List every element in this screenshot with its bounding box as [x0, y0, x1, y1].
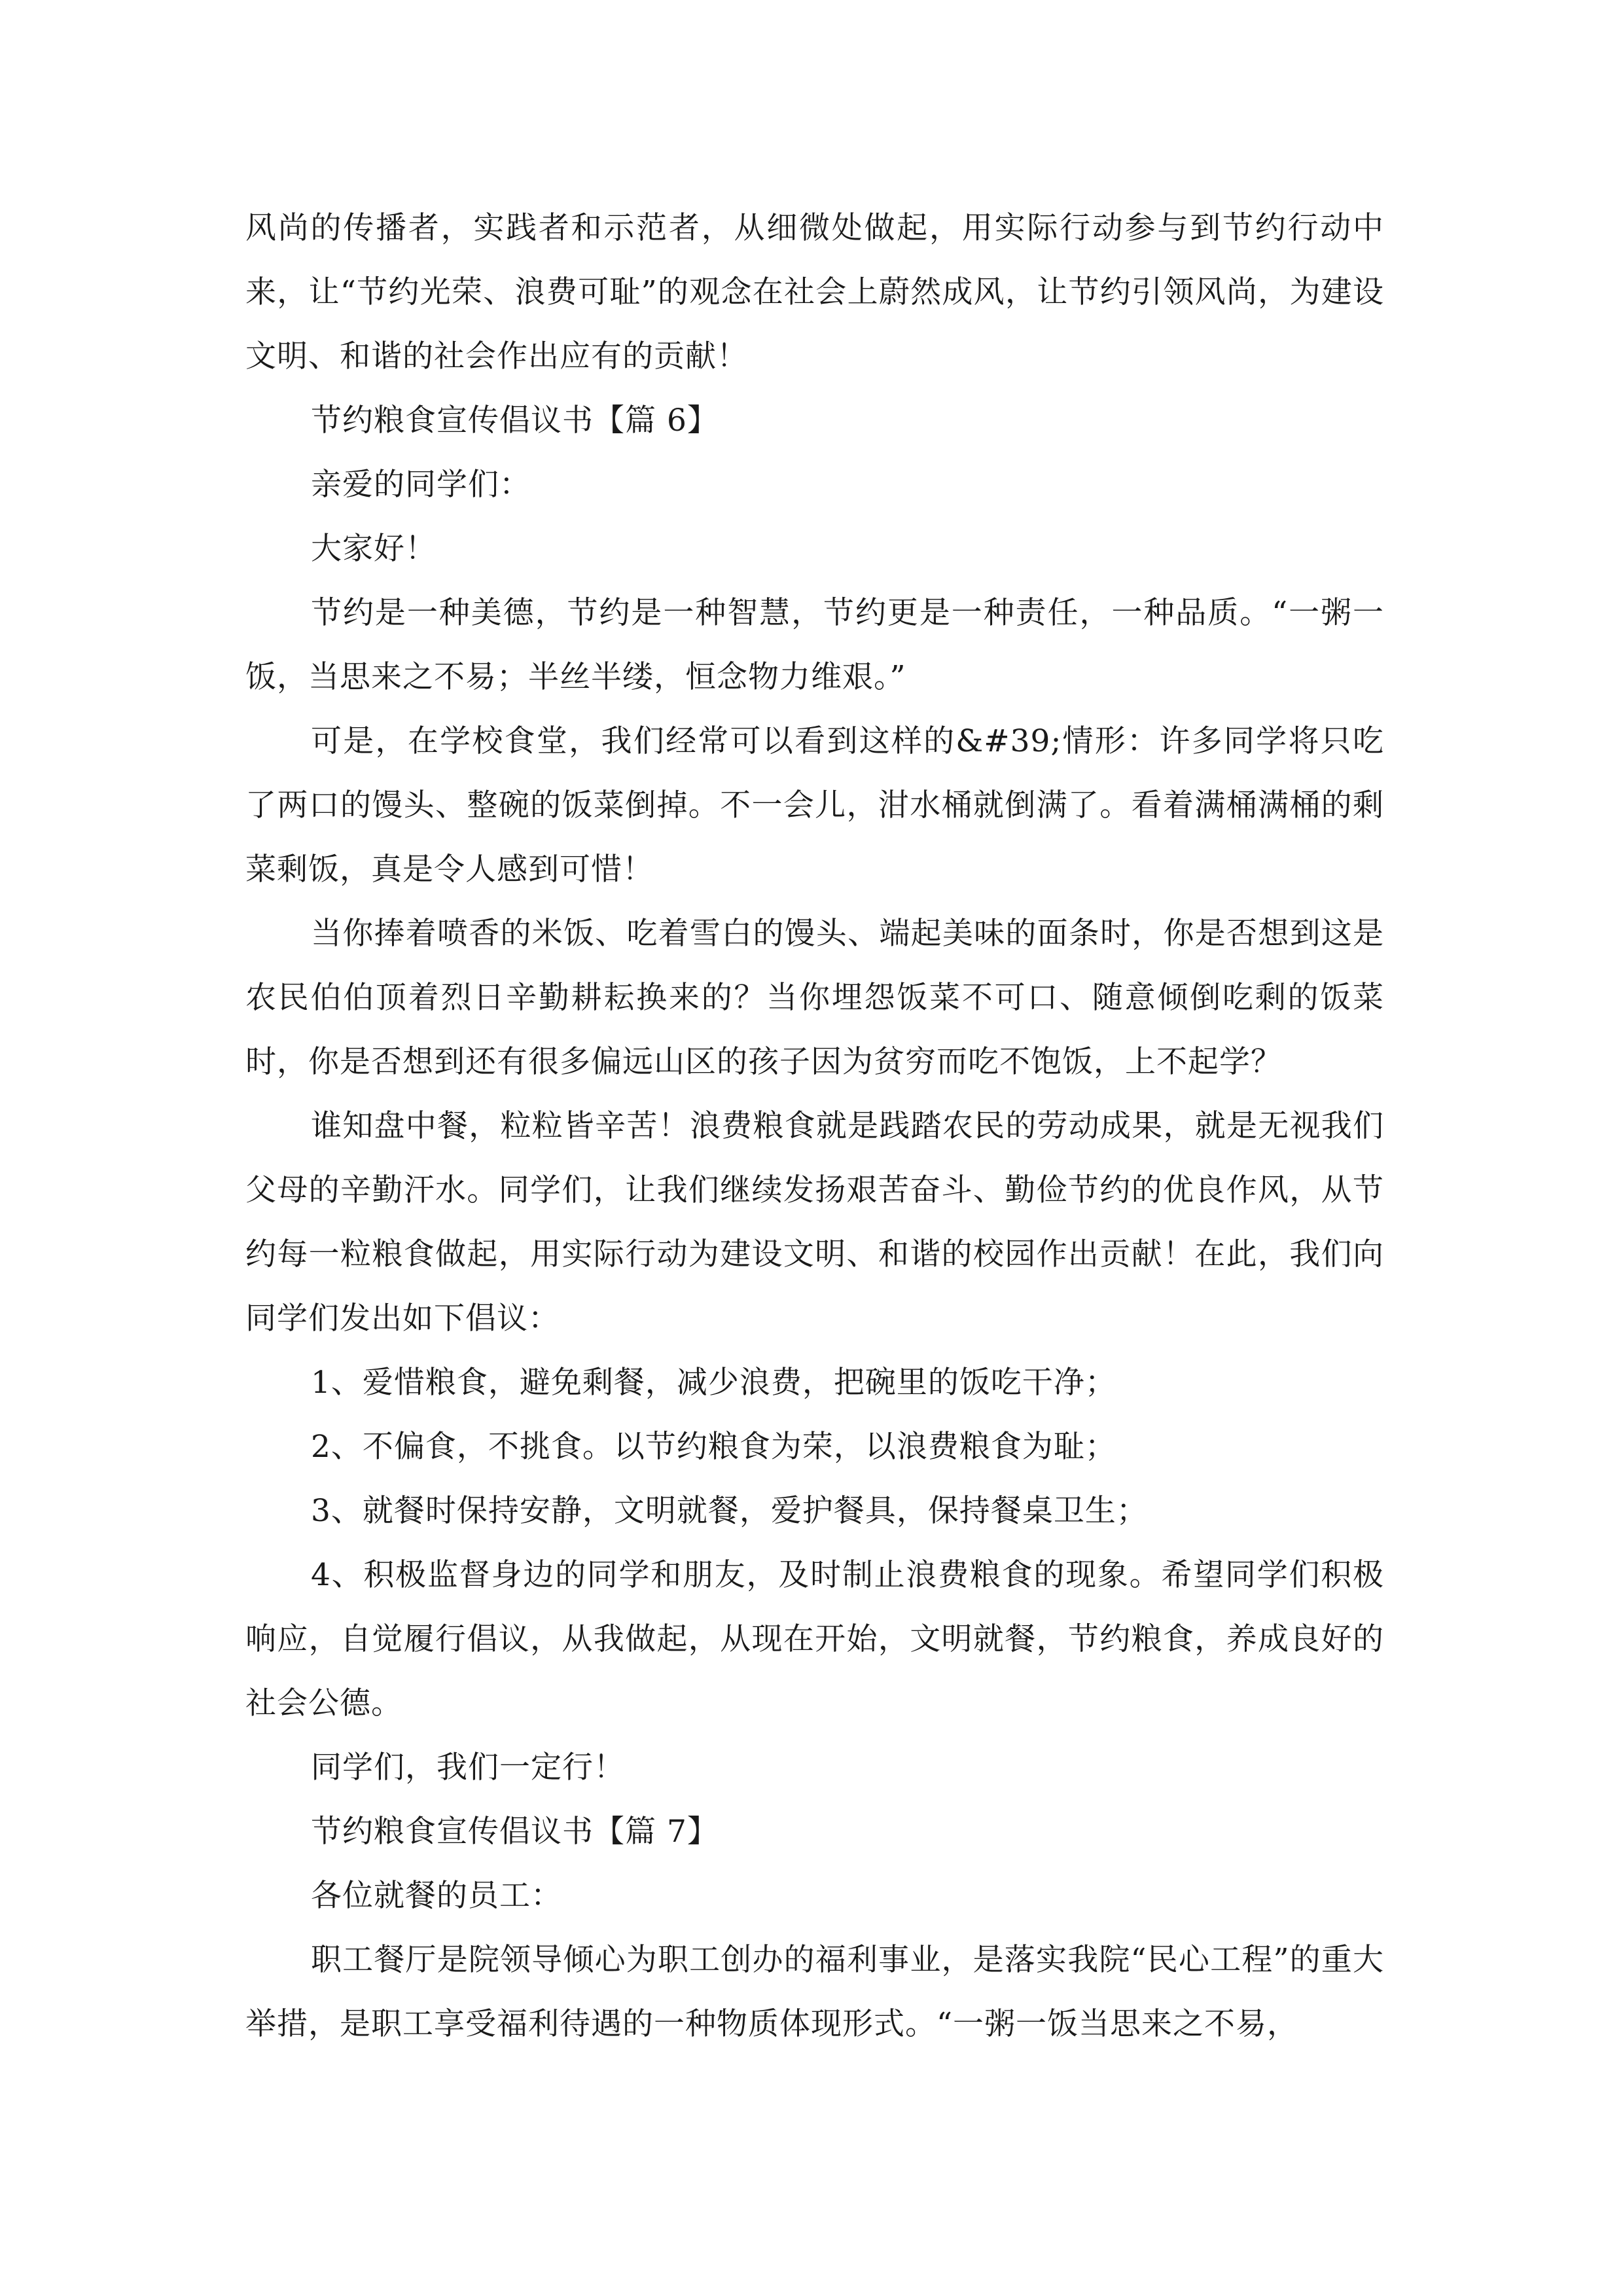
list-item: 4、积极监督身边的同学和朋友，及时制止浪费粮食的现象。希望同学们积极响应，自觉履行倡议，从我做起，从现在开始，文明就餐，节约粮食，养成良好的社会公德。	[245, 1557, 1384, 1721]
section-heading-7: 节约粮食宣传倡议书【篇 7】	[311, 1814, 719, 1850]
paragraph: 职工餐厅是院领导倾心为职工创办的福利事业，是落实我院“民心工程”的重大举措，是职工享受福利待遇的一种物质体现形式。“一粥一饭当思来之不易，	[245, 1942, 1384, 2042]
section-heading-6: 节约粮食宣传倡议书【篇 6】	[311, 403, 719, 439]
list-item: 1、爱惜粮食，避免剩餐，减少浪费，把碗里的饭吃干净；	[311, 1365, 1116, 1401]
paragraph: 当你捧着喷香的米饭、吃着雪白的馒头、端起美味的面条时，你是否想到这是农民伯伯顶着烈日辛勤耕耘换来的？当你埋怨饭菜不可口、随意倾倒吃剩的饭菜时，你是否想到还有很多偏远山区的孩子因为贫穷而吃不饱饭，上不起学？	[245, 916, 1384, 1080]
document-body	[245, 196, 1384, 2056]
closing-line: 同学们，我们一定行！	[311, 1749, 625, 1785]
paragraph-continuation: 风尚的传播者，实践者和示范者，从细微处做起，用实际行动参与到节约行动中来，让“节约光荣、浪费可耻”的观念在社会上蔚然成风，让节约引领风尚，为建设文明、和谐的社会作出应有的贡献！	[245, 210, 1384, 374]
paragraph: 节约是一种美德，节约是一种智慧，节约更是一种责任，一种品质。“一粥一饭，当思来之不易；半丝半缕，恒念物力维艰。”	[245, 595, 1384, 695]
salutation: 各位就餐的员工：	[311, 1878, 562, 1914]
paragraph: 谁知盘中餐，粒粒皆辛苦！浪费粮食就是践踏农民的劳动成果，就是无视我们父母的辛勤汗水。同学们，让我们继续发扬艰苦奋斗、勤俭节约的优良作风，从节约每一粒粮食做起，用实际行动为建设文明、和谐的校园作出贡献！在此，我们向同学们发出如下倡议：	[245, 1108, 1384, 1336]
list-item: 2、不偏食，不挑食。以节约粮食为荣，以浪费粮食为耻；	[311, 1429, 1116, 1465]
paragraph: 可是，在学校食堂，我们经常可以看到这样的&#39;情形：许多同学将只吃了两口的馒头、整碗的饭菜倒掉。不一会儿，泔水桶就倒满了。看着满桶满桶的剩菜剩饭，真是令人感到可惜！	[245, 723, 1384, 888]
greeting: 大家好！	[311, 531, 437, 567]
list-item: 3、就餐时保持安静，文明就餐，爱护餐具，保持餐桌卫生；	[311, 1493, 1148, 1529]
salutation: 亲爱的同学们：	[311, 467, 531, 503]
